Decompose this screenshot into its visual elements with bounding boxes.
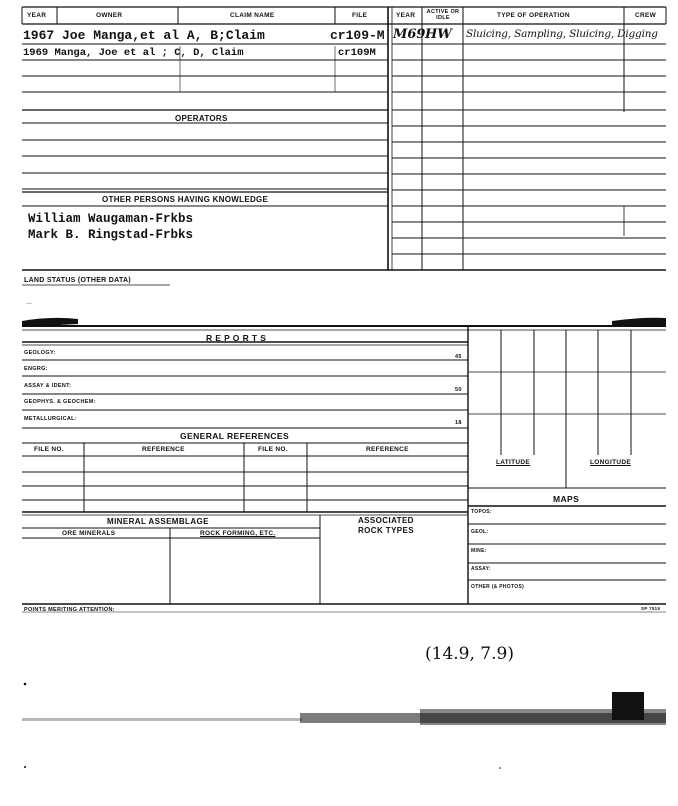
mineral-assemblage-title: MINERAL ASSEMBLAGE (107, 517, 209, 526)
report-geology-num: 45 (455, 354, 462, 360)
land-status-label: LAND STATUS (OTHER DATA) (24, 277, 132, 284)
op-status-handwritten: HW (425, 27, 452, 42)
maps-mine: MINE: (471, 548, 487, 554)
maps-assay: ASSAY: (471, 566, 491, 572)
report-metallurgical-num: 18 (455, 420, 462, 426)
maps-other: OTHER (& PHOTOS) (471, 584, 525, 590)
maps-geol: GEOL: (471, 529, 489, 535)
report-assay: ASSAY & IDENT: (24, 383, 72, 389)
maps-title: MAPS (553, 494, 580, 504)
handwritten-coordinates: (14.9, 7.9) (425, 644, 514, 664)
claim-row-2: 1969 Manga, Joe et al ; C, D, Claim (23, 47, 244, 59)
owner-header: OWNER (96, 12, 123, 19)
report-geology: GEOLOGY: (24, 350, 56, 356)
knowledge-person-1: William Waugaman-Frkbs (28, 212, 194, 226)
ops-year-header: YEAR (396, 12, 416, 19)
claim-row-1-file: cr109-M (330, 28, 385, 43)
ore-minerals-header: ORE MINERALS (62, 530, 116, 537)
gr-reference-2: REFERENCE (366, 446, 409, 453)
associated-header-line1: ASSOCIATED (358, 516, 414, 525)
rock-forming-header: ROCK FORMING, ETC. (200, 530, 276, 537)
associated-header-line2: ROCK TYPES (358, 526, 415, 535)
land-status-value: ... (26, 299, 32, 306)
knowledge-title: OTHER PERSONS HAVING KNOWLEDGE (102, 195, 269, 204)
claim-name-header: CLAIM NAME (230, 12, 275, 19)
crew-header: CREW (635, 12, 657, 19)
latitude-label: LATITUDE (496, 459, 531, 466)
claims-year-header: YEAR (27, 12, 47, 19)
active-idle-header: ACTIVE OR IDLE (426, 9, 460, 21)
claim-row-1: 1967 Joe Manga,et al A, B;Claim (23, 28, 265, 43)
points-meriting-attention: POINTS MERITING ATTENTION: (24, 607, 115, 613)
operation-type-header: TYPE OF OPERATION (497, 12, 570, 19)
op-type-handwritten: Sluicing, Sampling, Sluicing, Digging (466, 28, 658, 40)
maps-topos: TOPOS: (471, 509, 492, 515)
operators-title: OPERATORS (175, 114, 228, 123)
knowledge-person-2: Mark B. Ringstad-Frbks (28, 228, 194, 242)
longitude-label: LONGITUDE (590, 459, 631, 466)
op-year-handwritten: M69 (393, 27, 426, 42)
report-assay-num: 50 (455, 387, 462, 393)
report-engrg: ENGRG: (24, 366, 48, 372)
form-code: SP 7515 (641, 606, 661, 611)
gr-reference-1: REFERENCE (142, 446, 185, 453)
report-geophys: GEOPHYS. & GEOCHEM: (24, 399, 96, 405)
report-metallurgical: METALLURGICAL: (24, 416, 77, 422)
file-header: FILE (352, 12, 368, 19)
reports-title: R E P O R T S (206, 333, 267, 343)
claim-row-2-file: cr109M (338, 47, 376, 59)
gr-file-no-1: FILE NO. (34, 446, 64, 453)
gr-file-no-2: FILE NO. (258, 446, 288, 453)
general-references-title: GENERAL REFERENCES (180, 431, 290, 441)
